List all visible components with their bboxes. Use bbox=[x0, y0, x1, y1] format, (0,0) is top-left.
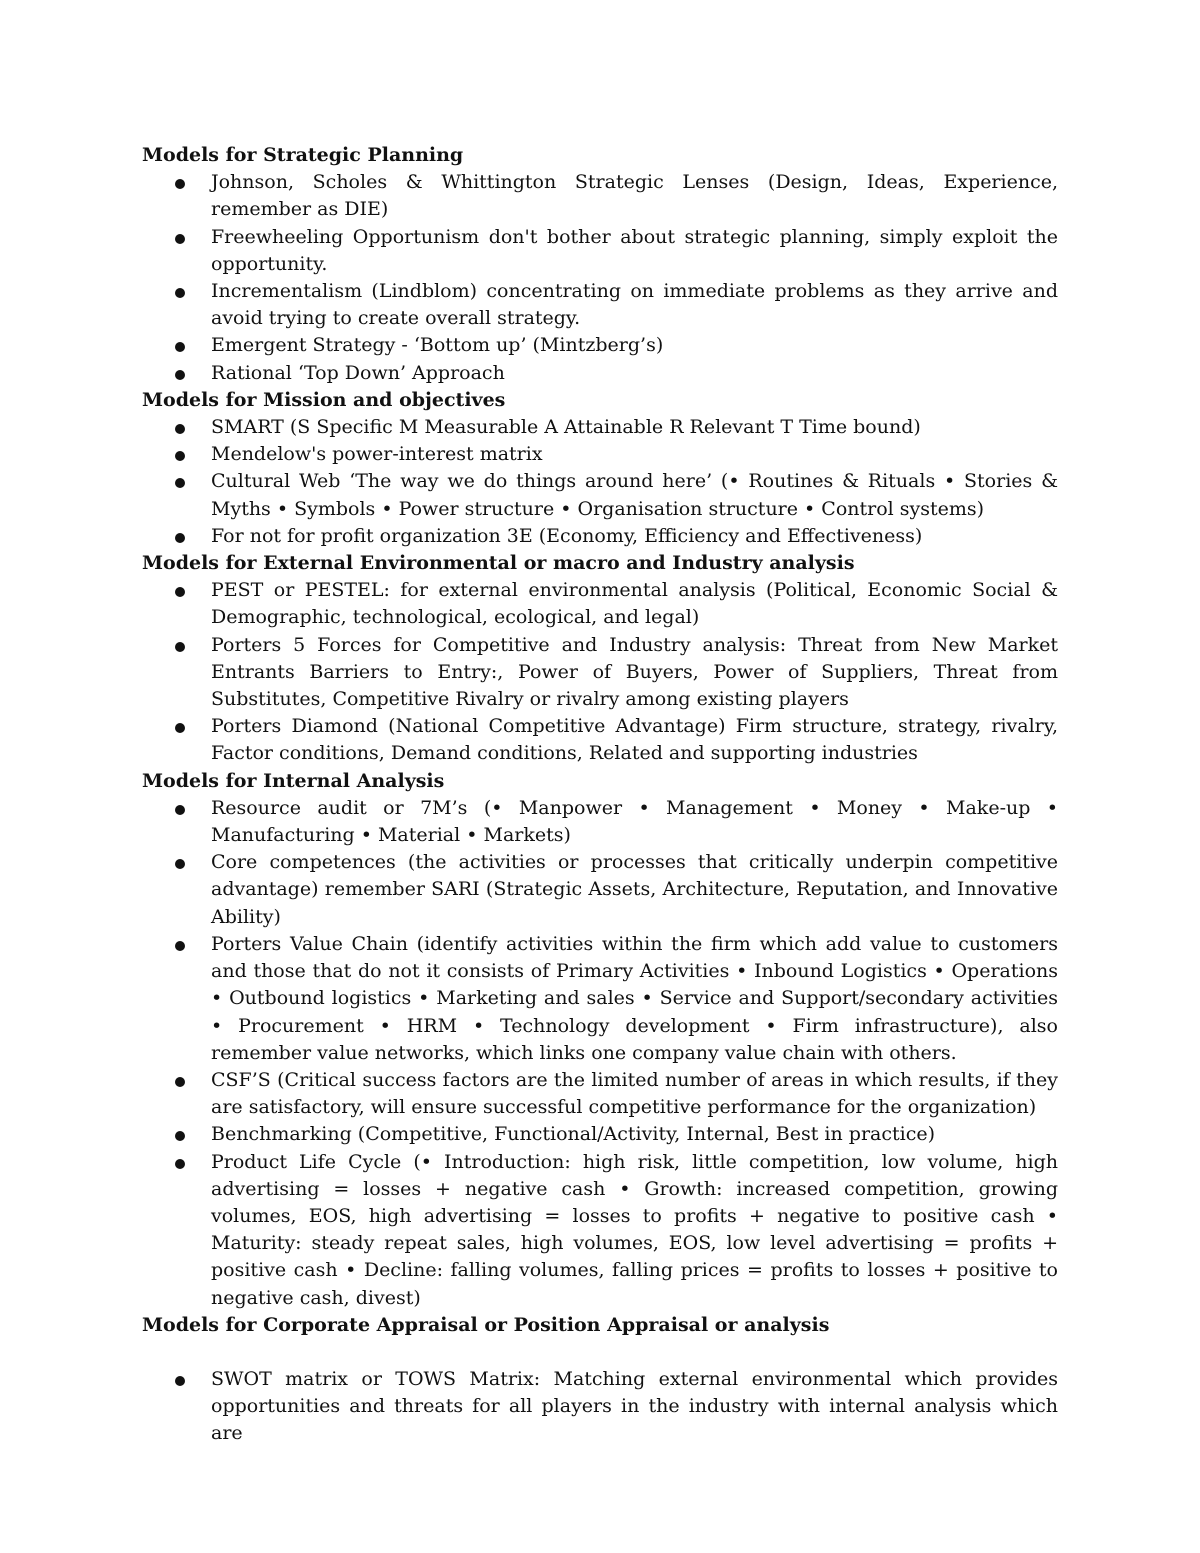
list-item bbox=[142, 1121, 1058, 1148]
section-corporate-appraisal bbox=[142, 1312, 1058, 1448]
list-item-text: SWOT matrix or TOWS Matrix: Matching external environmental which provides opportunities and threats for all players in the industry with internal analysis which are bbox=[211, 1367, 1058, 1445]
section-heading: Models for Internal Analysis bbox=[142, 769, 445, 792]
list-item bbox=[142, 224, 1058, 278]
section-mission-objectives bbox=[142, 387, 1058, 550]
list-item bbox=[142, 414, 1058, 441]
bullet-icon bbox=[175, 941, 185, 951]
list-item bbox=[142, 931, 1058, 1067]
bullet-list bbox=[142, 577, 1058, 767]
list-item-text: Product Life Cycle (• Introduction: high risk, little competition, low volume, high advertising = losses + negative cash • Growth: increased competition, growing volumes, EOS, high advertising = losses to profits + negative to positive cash • Maturity: steady repeat sales, high volumes, EOS, low level advertising = profits + positive cash • Decline: falling volumes, falling prices = profits to losses + positive to negative cash, divest) bbox=[211, 1150, 1058, 1309]
section-heading: Models for Strategic Planning bbox=[142, 144, 464, 166]
bullet-icon bbox=[175, 478, 185, 488]
list-item bbox=[142, 577, 1058, 631]
list-item bbox=[142, 278, 1058, 332]
bullet-icon bbox=[175, 179, 185, 189]
section-heading: Models for Corporate Appraisal or Position Appraisal or analysis bbox=[142, 1313, 830, 1336]
list-item-text: Johnson, Scholes & Whittington Strategic Lenses (Design, Ideas, Experience, remember as DIE) bbox=[211, 171, 1058, 221]
section-heading: Models for External Environmental or macro and Industry analysis bbox=[142, 552, 855, 575]
list-item-text: Porters Diamond (National Competitive Advantage) Firm structure, strategy, rivalry, Factor conditions, Demand conditions, Related and supporting industries bbox=[211, 715, 1058, 765]
bullet-icon bbox=[175, 1131, 185, 1141]
bullet-icon bbox=[175, 805, 185, 815]
bullet-icon bbox=[175, 342, 185, 352]
list-item-text: Benchmarking (Competitive, Functional/Activity, Internal, Best in practice) bbox=[211, 1123, 936, 1146]
list-item-text: Rational ‘Top Down’ Approach bbox=[211, 361, 505, 384]
list-item-text: Porters Value Chain (identify activities within the firm which add value to customers and those that do not it consists of Primary Activities • Inbound Logistics • Operations • Outbound logistics • Marketing and sales • Service and Support/secondary activities • Procurement • HRM • Technology development • Firm infrastructure), also remember value networks, which links one company value chain with others. bbox=[211, 932, 1058, 1064]
bullet-icon bbox=[175, 1376, 185, 1386]
list-item bbox=[142, 169, 1058, 223]
bullet-icon bbox=[175, 533, 185, 543]
list-item-text: Core competences (the activities or processes that critically underpin competitive advantage) remember SARI (Strategic Assets, Architecture, Reputation, and Innovative Ability) bbox=[211, 851, 1058, 928]
list-item-text: PEST or PESTEL: for external environmental analysis (Political, Economic Social & Demographic, technological, ecological, and legal) bbox=[211, 579, 1058, 629]
list-item-text: For not for profit organization 3E (Economy, Efficiency and Effectiveness) bbox=[211, 524, 923, 547]
list-item-text: Incrementalism (Lindblom) concentrating on immediate problems as they arrive and avoid trying to create overall strategy. bbox=[211, 280, 1058, 330]
list-item-text: Emergent Strategy - ‘Bottom up’ (Mintzberg’s) bbox=[211, 334, 664, 357]
bullet-icon bbox=[175, 370, 185, 380]
list-item bbox=[142, 849, 1058, 931]
section-external-analysis bbox=[142, 550, 1058, 768]
list-item bbox=[142, 1067, 1058, 1121]
list-item-text: Cultural Web ‘The way we do things around here’ (• Routines & Rituals • Stories & Myths • Symbols • Power structure • Organisation structure • Control systems) bbox=[211, 470, 1058, 520]
list-item bbox=[142, 795, 1058, 849]
bullet-list bbox=[142, 795, 1058, 1312]
section-internal-analysis bbox=[142, 768, 1058, 1312]
list-item bbox=[142, 1366, 1058, 1448]
list-item-text: Mendelow's power-interest matrix bbox=[211, 443, 543, 466]
list-item bbox=[142, 1149, 1058, 1312]
list-item bbox=[142, 523, 1058, 550]
list-item-text: SMART (S Specific M Measurable A Attainable R Relevant T Time bound) bbox=[211, 416, 921, 439]
list-item-text: Porters 5 Forces for Competitive and Industry analysis: Threat from New Market Entrants Barriers to Entry:, Power of Buyers, Power of Suppliers, Threat from Substitutes, Competitive Rivalry or rivalry among existing players bbox=[211, 633, 1058, 711]
list-item bbox=[142, 713, 1058, 767]
bullet-icon bbox=[175, 642, 185, 652]
document-page bbox=[142, 142, 1058, 1448]
bullet-icon bbox=[175, 587, 185, 597]
section-strategic-planning bbox=[142, 142, 1058, 387]
bullet-list bbox=[142, 1366, 1058, 1448]
list-item bbox=[142, 360, 1058, 387]
bullet-icon bbox=[175, 1077, 185, 1087]
bullet-icon bbox=[175, 288, 185, 298]
bullet-icon bbox=[175, 234, 185, 244]
bullet-icon bbox=[175, 1159, 185, 1169]
list-item bbox=[142, 632, 1058, 714]
section-heading: Models for Mission and objectives bbox=[142, 388, 506, 411]
list-item bbox=[142, 441, 1058, 468]
bullet-icon bbox=[175, 859, 185, 869]
bullet-icon bbox=[175, 424, 185, 434]
list-item bbox=[142, 332, 1058, 359]
bullet-list bbox=[142, 414, 1058, 550]
list-item-text: Freewheeling Opportunism don't bother about strategic planning, simply exploit the opportunity. bbox=[211, 225, 1058, 275]
bullet-icon bbox=[175, 723, 185, 733]
bullet-icon bbox=[175, 451, 185, 461]
list-item bbox=[142, 468, 1058, 522]
list-item-text: Resource audit or 7M’s (• Manpower • Management • Money • Make-up • Manufacturing • Material • Markets) bbox=[211, 796, 1058, 847]
bullet-list bbox=[142, 169, 1058, 387]
list-item-text: CSF’S (Critical success factors are the limited number of areas in which results, if they are satisfactory, will ensure successful competitive performance for the organization) bbox=[211, 1068, 1058, 1119]
